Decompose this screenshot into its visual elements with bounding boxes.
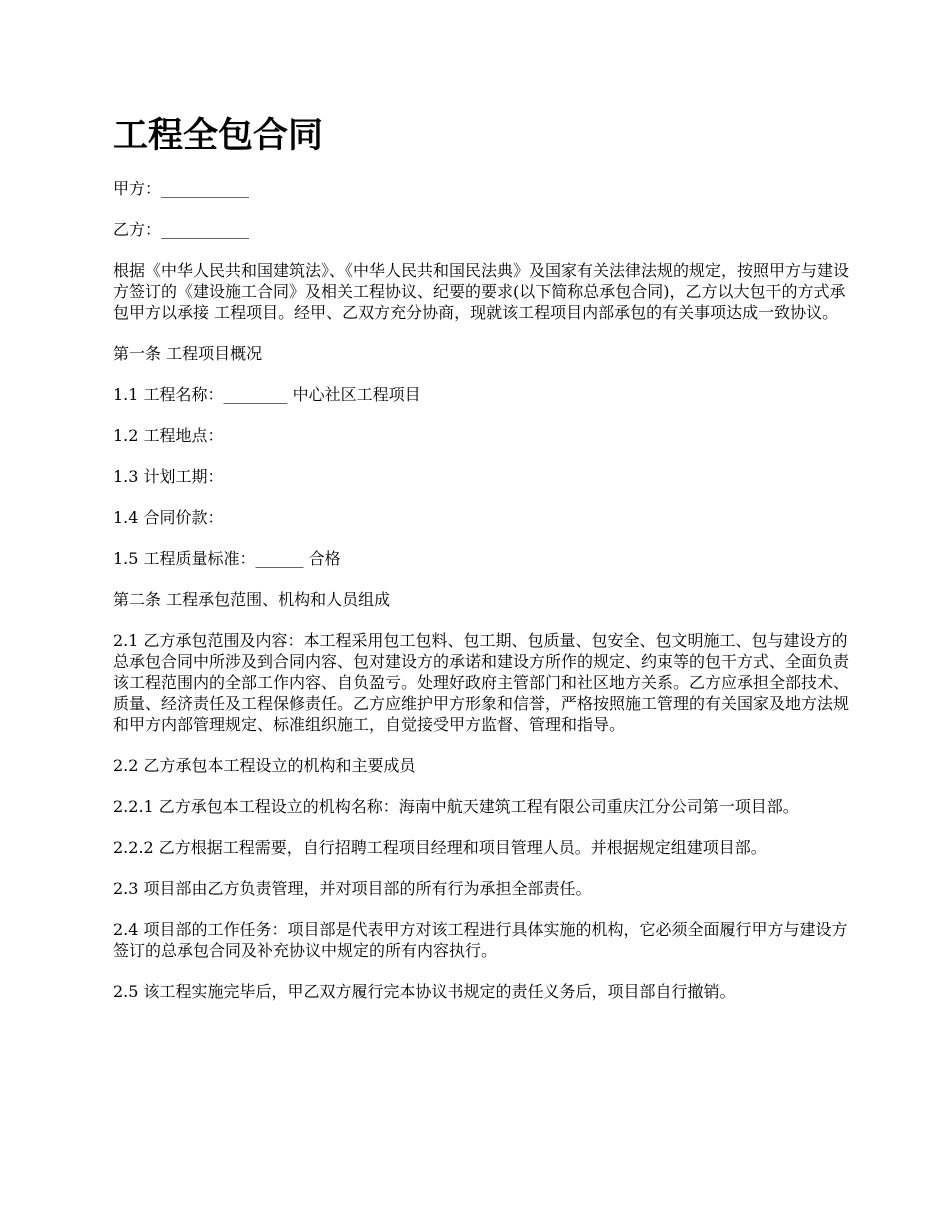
document-page [113,112,855,1022]
article-2-heading: 第二条 工程承包范围、机构和人员组成 [113,590,391,609]
preamble-paragraph: 根据《中华人民共和国建筑法》、《中华人民共和国民法典》及国家有关法律法规的规定，按照甲方与建设方签订的《建设施工合同》及相关工程协议、纪要的要求(以下简称总承包合同)，乙方以大包干的方式承包甲方以承接 工程项目。经甲、乙双方充分协商，现就该工程项目内部承包的有关事项达成一致协议。 [113,261,850,322]
article-1-heading: 第一条 工程项目概况 [113,344,263,363]
clause-1-4: 1.4 合同价款： [113,508,224,527]
clause-2-3: 2.3 项目部由乙方负责管理，并对项目部的所有行为承担全部责任。 [113,879,592,898]
party-a-line: 甲方：___________ [113,179,250,198]
clause-2-2-1: 2.2.1 乙方承包本工程设立的机构名称：海南中航天建筑工程有限公司重庆江分公司第一项目部。 [113,797,799,816]
clause-1-3: 1.3 计划工期： [113,467,224,486]
party-b-line: 乙方：___________ [113,220,250,239]
document-title: 工程全包合同 [113,115,324,156]
clause-2-2-2: 2.2.2 乙方根据工程需要，自行招聘工程项目经理和项目管理人员。并根据规定组建项目部。 [113,838,767,857]
clause-2-4: 2.4 项目部的工作任务：项目部是代表甲方对该工程进行具体实施的机构，它必须全面履行甲方与建设方签订的总承包合同及补充协议中规定的所有内容执行。 [113,920,848,960]
clause-2-1: 2.1 乙方承包范围及内容：本工程采用包工包料、包工期、包质量、包安全、包文明施工、包与建设方的总承包合同中所涉及到合同内容、包对建设方的承诺和建设方所作的规定、约束等的包干方式、全面负责该工程范围内的全部工作内容、自负盈亏。处理好政府主管部门和社区地方关系。乙方应承担全部技术、质量、经济责任及工程保修责任。乙方应维护甲方形象和信誉，严格按照施工管理的有关国家及地方法规和甲方内部管理规定、标准组织施工，自觉接受甲方监督、管理和指导。 [113,631,850,734]
clause-2-2: 2.2 乙方承包本工程设立的机构和主要成员 [113,756,416,775]
clause-1-5: 1.5 工程质量标准：______ 合格 [113,549,341,568]
clause-1-2: 1.2 工程地点： [113,426,224,445]
clause-2-5: 2.5 该工程实施完毕后，甲乙双方履行完本协议书规定的责任义务后，项目部自行撤销。 [113,982,736,1001]
clause-1-1: 1.1 工程名称：________ 中心社区工程项目 [113,385,421,404]
